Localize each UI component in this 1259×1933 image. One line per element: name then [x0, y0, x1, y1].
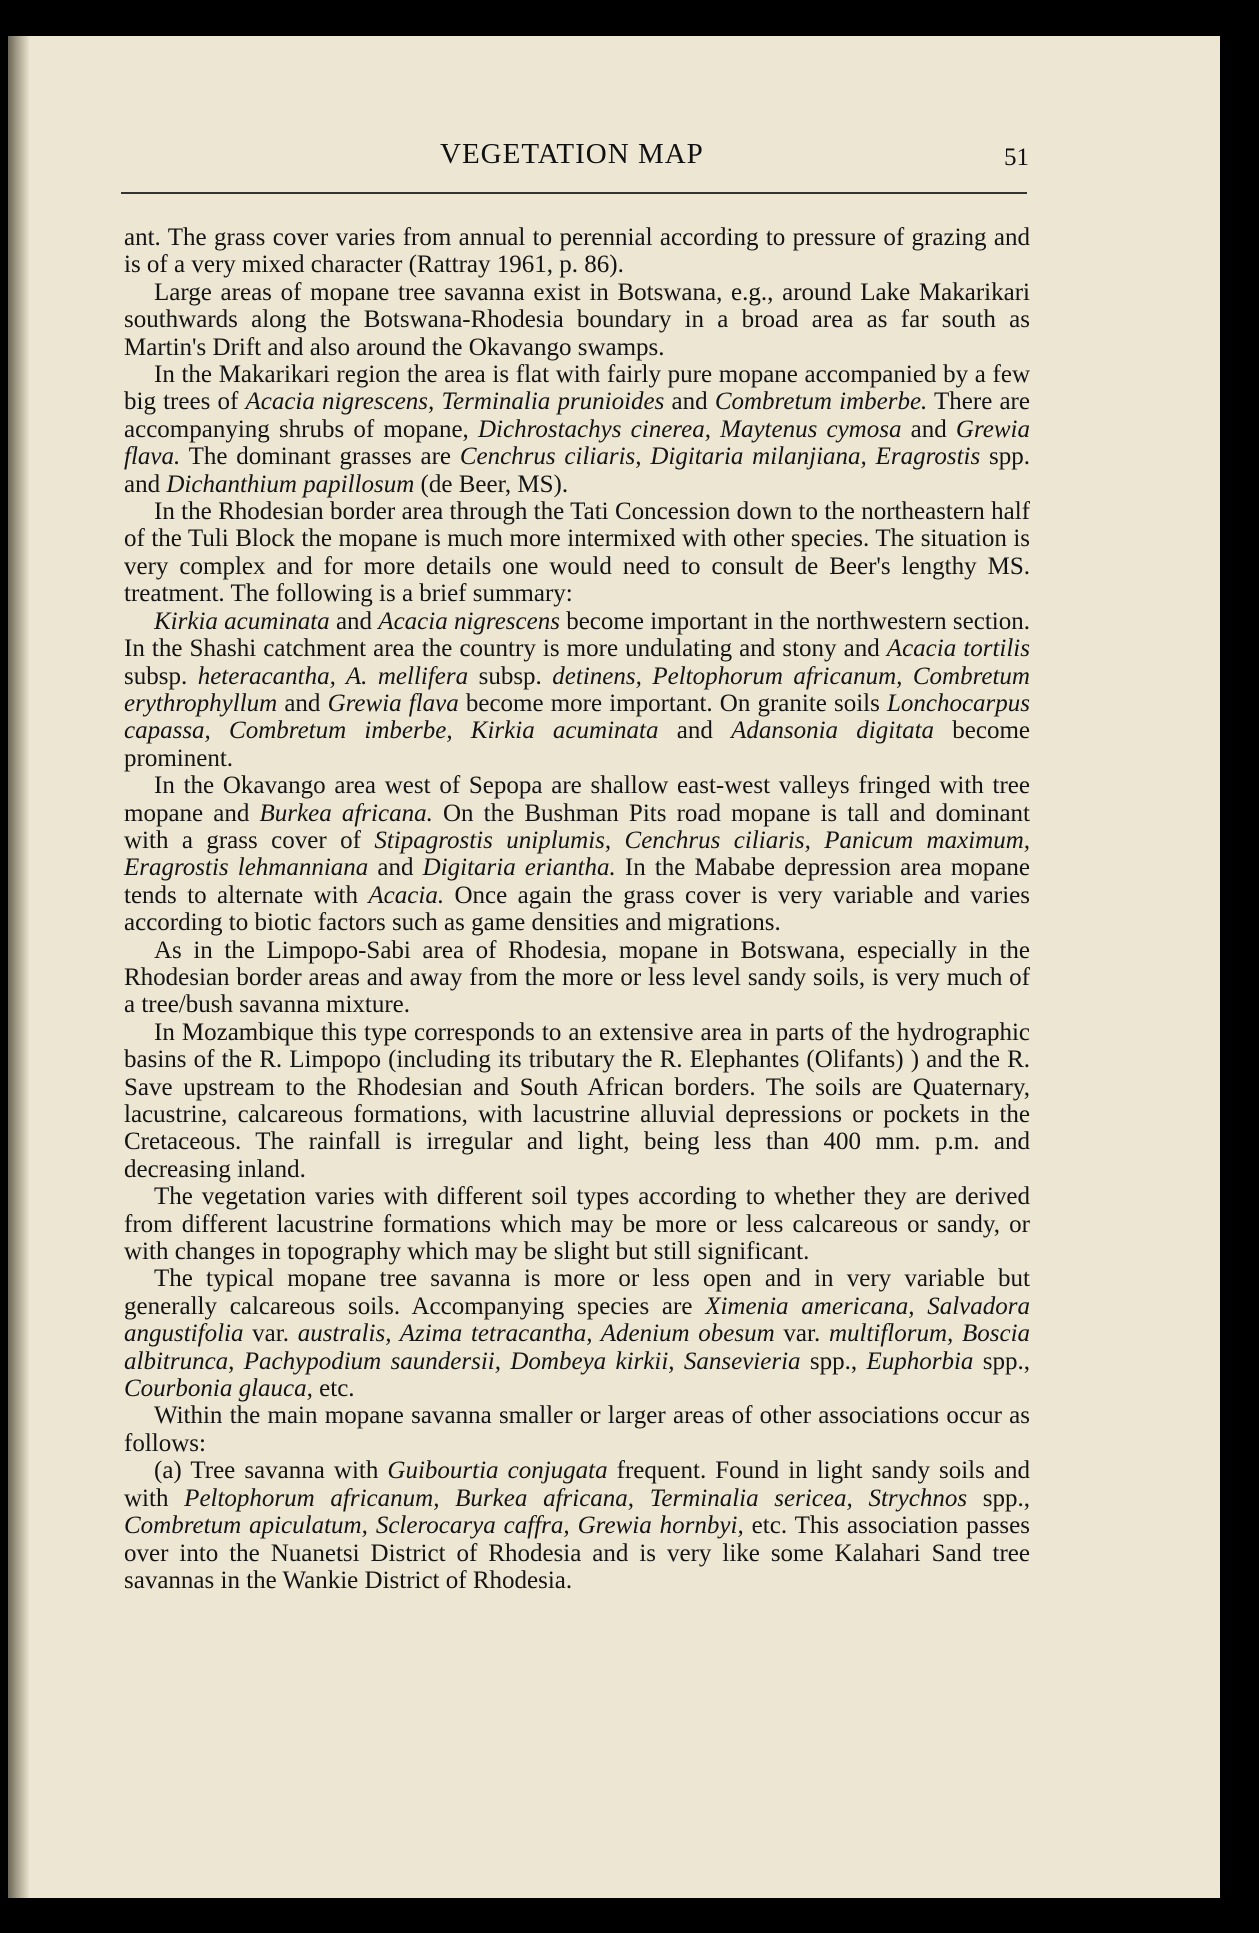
italic-run: multiflorum, Boscia albitrunca, Pachypodium saundersii, Dombeya kirkii, Sansevieria — [124, 1320, 1031, 1375]
text-run: spp., — [967, 1484, 1031, 1512]
text-run: ant. The grass cover varies from annual to perennial according to pressure of grazing and is of a very mixed character (Rattray 1961, p. 86). — [124, 224, 1030, 279]
italic-run: Courbonia glauca, — [124, 1375, 313, 1403]
text-run: The vegetation varies with different soil types according to whether they are derived from different lacustrine formations which may be more or less calcareous or sandy, or with changes in topography which may be slight but still significant. — [124, 1183, 1030, 1266]
italic-run: Acacia nigrescens, Terminalia prunioides — [245, 388, 665, 416]
text-run: In the Mababe depression area mopane tends to alternate with — [124, 854, 1030, 909]
text-run: On the Bushman Pits road mopane is tall and dominant with a grass cover of — [124, 799, 1030, 854]
book-page — [8, 36, 1220, 1898]
text-run: and — [901, 415, 956, 443]
text-run: (de Beer, MS). — [414, 470, 569, 498]
text-run: and — [664, 388, 715, 416]
italic-run: Peltophorum africanum, Burkea africana, Terminalia sericea, Strychnos — [184, 1484, 968, 1512]
page-number: 51 — [1004, 144, 1029, 171]
text-run: The typical mopane tree savanna is more or less open and in very variable but generally calcareous soils. Accompanying species are — [124, 1265, 1030, 1320]
text-run: become important in the northwestern section. In the Shashi catchment area the country is more undulating and stony and — [124, 607, 1030, 663]
italic-run: Digitaria eriantha. — [422, 854, 616, 882]
italic-run: Lonchocarpus capassa, Combretum imberbe, Kirkia acuminata — [124, 689, 1031, 745]
text-run: and — [368, 854, 423, 882]
paragraph — [124, 498, 1030, 608]
text-run: As in the Limpopo-Sabi area of Rhodesia, mopane in Botswana, especially in the Rhodesian border areas and away from the more or less level sandy soils, is very much of a tree/bush savanna mixture. — [124, 936, 1030, 1019]
italic-run: Dichanthium papillosum — [166, 470, 415, 498]
italic-run: Combretum apiculatum, Sclerocarya caffra, Grewia hornbyi, — [124, 1512, 744, 1540]
text-run: There are accompanying shrubs of mopane, — [124, 388, 1030, 443]
italic-run: Combretum imberbe. — [714, 388, 928, 416]
text-run: become more important. On granite soils — [458, 689, 887, 717]
text-run: The dominant grasses are — [180, 443, 460, 471]
paragraph — [124, 1019, 1030, 1183]
italic-run: Grewia flava. — [124, 415, 1030, 471]
italic-run: Euphorbia — [866, 1347, 974, 1375]
paragraph — [124, 608, 1030, 772]
text-run: In the Makarikari region the area is flat with fairly pure mopane accompanied by a few big trees of — [124, 361, 1030, 416]
text-run: and — [329, 607, 379, 635]
text-run: (a) Tree savanna with — [154, 1457, 388, 1485]
text-run: and — [277, 689, 328, 717]
text-run: In the Rhodesian border area through the Tati Concession down to the northeastern half of the Tuli Block the mopane is much more intermixed with other species. The situation is very complex and for more details one would need to consult de Beer's lengthy MS. treatment. The following is a brief summary: — [124, 498, 1030, 608]
text-run: frequent. Found in light sandy soils and with — [124, 1457, 1031, 1512]
text-run: etc. This association passes over into the Nuanetsi District of Rhodesia and is very like some Kalahari Sand tree savannas in the Wankie District of Rhodesia. — [124, 1512, 1030, 1594]
italic-run: Dichrostachys cinerea, Maytenus cymosa — [477, 415, 902, 443]
text-run: var. — [774, 1320, 829, 1348]
text-run: subsp. — [468, 662, 553, 690]
italic-run: Stipagrostis uniplumis, Cenchrus ciliaris, Panicum maximum, Eragrostis lehmanniana — [124, 826, 1030, 882]
paragraph — [124, 1457, 1030, 1594]
text-run: spp., — [973, 1347, 1031, 1375]
paragraph — [124, 224, 1030, 279]
italic-run: detinens, Peltophorum africanum, Combretum erythrophyllum — [124, 662, 1030, 717]
page-fold-shadow — [8, 36, 30, 1898]
paragraph — [124, 937, 1030, 1019]
text-run: Once again the grass cover is very variable and varies according to biotic factors such as game densities and migrations. — [124, 881, 1030, 937]
italic-run: Cenchrus ciliaris, Digitaria milanjiana, Eragrostis — [459, 443, 981, 471]
text-run: etc. — [312, 1375, 355, 1403]
italic-run: heteracantha, A. mellifera — [197, 662, 469, 690]
paragraph — [124, 279, 1030, 361]
text-run: In Mozambique this type corresponds to an extensive area in parts of the hydrographic basins of the R. Limpopo (including its tributary the R. Elephantes (Olifants) ) and the R. Save upstream to the Rhodesian and South African borders. The soils are Quaternary, lacustrine, calcareous formations, with lacustrine alluvial depressions or pockets in the Cretaceous. The rainfall is irregular and light, being less than 400 mm. p.m. and decreasing inland. — [124, 1018, 1030, 1183]
paragraph — [124, 361, 1030, 498]
text-run: spp. and — [124, 443, 1030, 498]
italic-run: Guibourtia conjugata — [387, 1457, 608, 1485]
italic-run: Acacia tortilis — [886, 635, 1030, 663]
italic-run: Acacia nigrescens — [378, 607, 560, 635]
header-rule — [121, 192, 1027, 194]
italic-run: Burkea africana. — [259, 799, 433, 827]
text-run: Large areas of mopane tree savanna exist in Botswana, e.g., around Lake Makarikari southwards along the Botswana-Rhodesia boundary in a broad area as far south as Martin's Drift and also around the Okavango swamps. — [124, 278, 1030, 361]
paragraph — [124, 1183, 1030, 1265]
italic-run: Ximenia americana, Salvadora angustifolia — [124, 1292, 1030, 1348]
text-run: become prominent. — [124, 717, 1030, 772]
body-text — [124, 224, 1030, 1594]
text-run: subsp. — [124, 662, 198, 690]
paragraph — [124, 1402, 1030, 1457]
text-run: var. — [243, 1320, 298, 1348]
italic-run: australis, Azima tetracantha, Adenium obesum — [297, 1320, 775, 1348]
italic-run: Kirkia acuminata — [154, 607, 330, 635]
paragraph — [124, 772, 1030, 936]
running-header — [8, 138, 1220, 178]
italic-run: Adansonia digitata — [731, 717, 935, 745]
italic-run: Acacia. — [368, 881, 445, 909]
paragraph — [124, 1265, 1030, 1402]
text-run: In the Okavango area west of Sepopa are shallow east-west valleys fringed with tree mopane and — [124, 772, 1030, 827]
page-title: VEGETATION MAP — [440, 138, 704, 170]
italic-run: Grewia flava — [327, 689, 459, 717]
text-run: and — [658, 717, 732, 745]
text-run: Within the main mopane savanna smaller or larger areas of other associations occur as follows: — [124, 1402, 1030, 1457]
text-run: spp., — [800, 1347, 867, 1375]
